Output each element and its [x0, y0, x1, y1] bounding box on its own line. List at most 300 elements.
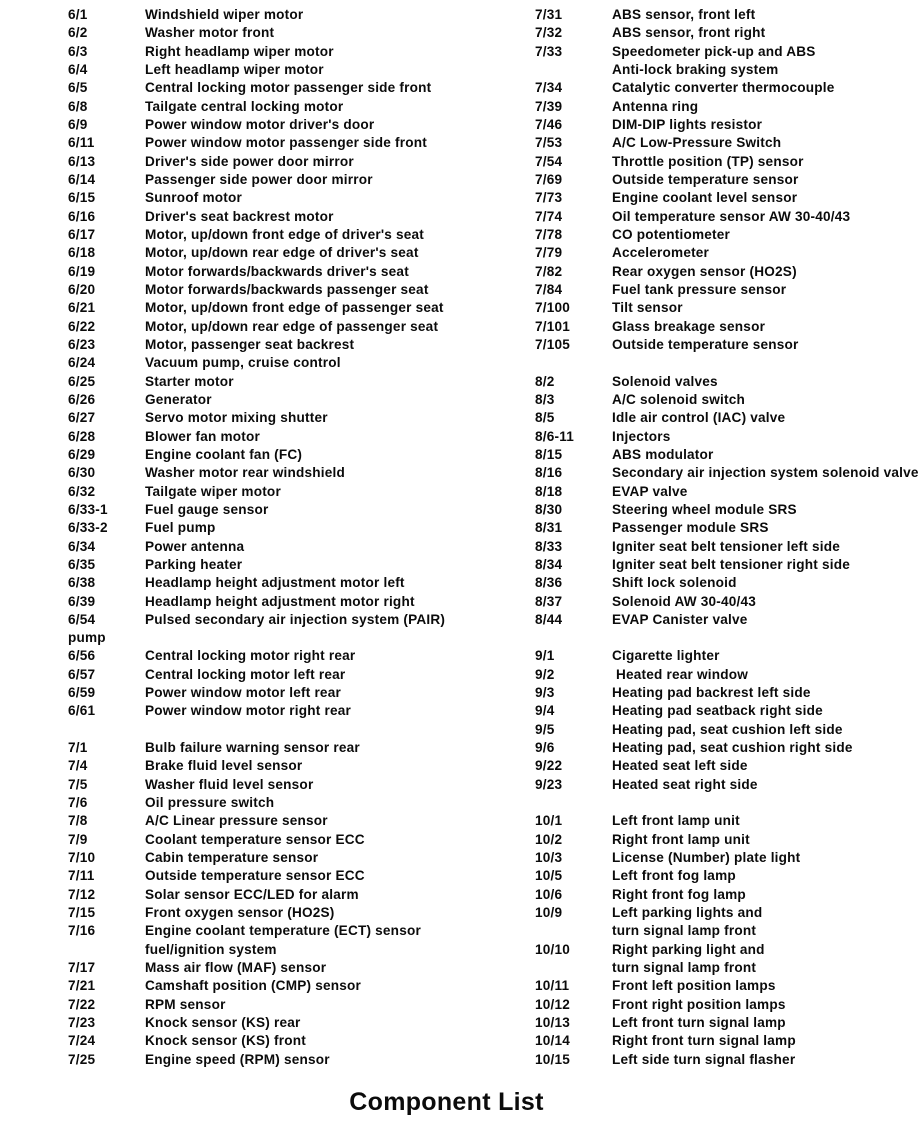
component-code: 8/30: [535, 501, 563, 517]
component-code: 6/20: [68, 281, 96, 297]
component-description: ABS sensor, front right: [612, 25, 766, 41]
component-description: Motor, up/down front edge of passenger seat: [145, 300, 444, 316]
component-code: 7/21: [68, 978, 96, 994]
component-description: Left front lamp unit: [612, 813, 740, 829]
component-description: Left headlamp wiper motor: [145, 61, 324, 77]
component-description: fuel/ignition system: [145, 941, 277, 957]
component-code: 9/23: [535, 776, 563, 792]
component-description: Fuel gauge sensor: [145, 501, 269, 517]
component-description: Cigarette lighter: [612, 648, 720, 664]
component-row: [535, 574, 923, 592]
component-description: Left front fog lamp: [612, 868, 736, 884]
component-row: [535, 483, 923, 501]
component-description: Oil temperature sensor AW 30-40/43: [612, 208, 851, 224]
component-code: 6/23: [68, 336, 96, 352]
component-code: 10/14: [535, 1033, 571, 1049]
component-description: Knock sensor (KS) rear: [145, 1015, 301, 1031]
component-code: 8/5: [535, 410, 555, 426]
component-code: 6/14: [68, 171, 96, 187]
component-code: 6/33-1: [68, 501, 108, 517]
component-row: [68, 794, 498, 812]
component-description: Idle air control (IAC) valve: [612, 410, 786, 426]
component-description: CO potentiometer: [612, 226, 730, 242]
component-row: [68, 1051, 498, 1069]
component-row: [535, 922, 923, 940]
component-code: 6/54: [68, 611, 96, 627]
component-row: [535, 79, 923, 97]
component-description: Central locking motor left rear: [145, 666, 346, 682]
component-description: Heating pad seatback right side: [612, 703, 823, 719]
component-description: Tailgate central locking motor: [145, 98, 344, 114]
component-row: [535, 24, 923, 42]
component-description: Engine speed (RPM) sensor: [145, 1051, 330, 1067]
component-code: 6/1: [68, 7, 88, 22]
component-description: Passenger side power door mirror: [145, 171, 373, 187]
component-row: [68, 757, 498, 775]
component-code: 6/39: [68, 593, 96, 609]
component-description: EVAP Canister valve: [612, 611, 748, 627]
component-row: [535, 263, 923, 281]
component-description: Throttle position (TP) sensor: [612, 153, 804, 169]
component-row: [68, 43, 498, 61]
component-description: Parking heater: [145, 556, 243, 572]
component-code: 7/39: [535, 98, 563, 114]
component-row: [68, 98, 498, 116]
component-description: Heating pad, seat cushion left side: [612, 721, 843, 737]
component-description: Shift lock solenoid: [612, 575, 737, 591]
component-row: [535, 959, 923, 977]
component-description: Sunroof motor: [145, 190, 242, 206]
component-code: 7/73: [535, 190, 563, 206]
component-description: Fuel tank pressure sensor: [612, 281, 787, 297]
component-code: 10/9: [535, 905, 563, 921]
component-code: 8/2: [535, 373, 555, 389]
component-row: [68, 611, 498, 629]
component-row: [535, 226, 923, 244]
component-code: 6/16: [68, 208, 96, 224]
component-row: [535, 391, 923, 409]
component-description: Catalytic converter thermocouple: [612, 80, 835, 96]
component-description: EVAP valve: [612, 483, 688, 499]
component-row: [535, 538, 923, 556]
component-row: [68, 739, 498, 757]
component-code: 6/22: [68, 318, 96, 334]
component-code: 6/27: [68, 410, 96, 426]
component-row: [68, 263, 498, 281]
component-code: 6/24: [68, 355, 96, 371]
component-row: [535, 373, 923, 391]
component-row: [535, 134, 923, 152]
component-code: 6/3: [68, 43, 88, 59]
component-row: [535, 464, 923, 482]
component-row: [68, 519, 498, 537]
component-code: 10/3: [535, 850, 563, 866]
component-row: [68, 79, 498, 97]
component-description: Heated seat left side: [612, 758, 748, 774]
component-description: Washer motor front: [145, 25, 275, 41]
component-row: [68, 116, 498, 134]
component-row: [535, 831, 923, 849]
component-description: Left side turn signal flasher: [612, 1051, 796, 1067]
component-code: 9/6: [535, 740, 555, 756]
component-row: [535, 446, 923, 464]
component-description: ABS sensor, front left: [612, 7, 756, 22]
component-description: Solenoid AW 30-40/43: [612, 593, 757, 609]
component-row: [68, 61, 498, 79]
component-code: 7/69: [535, 171, 563, 187]
component-code: 7/32: [535, 25, 563, 41]
component-code: 6/18: [68, 245, 96, 261]
component-code: 9/2: [535, 666, 555, 682]
component-row: [68, 574, 498, 592]
component-row: [68, 812, 498, 830]
component-row: [535, 153, 923, 171]
component-code: 9/1: [535, 648, 555, 664]
component-code: 7/31: [535, 7, 563, 22]
component-code: 7/1: [68, 740, 88, 756]
component-code: 7/34: [535, 80, 563, 96]
component-code: 6/21: [68, 300, 96, 316]
component-code: 9/22: [535, 758, 563, 774]
component-row: [535, 318, 923, 336]
component-description: Power window motor driver's door: [145, 116, 375, 132]
page-title: Component List: [349, 1088, 544, 1116]
component-description: Secondary air injection system solenoid valve: [612, 465, 919, 481]
component-row: [535, 299, 923, 317]
component-description: Pulsed secondary air injection system (PAIR): [145, 611, 446, 627]
component-row: [535, 593, 923, 611]
component-row: [68, 996, 498, 1014]
component-description: Front left position lamps: [612, 978, 776, 994]
component-description: turn signal lamp front: [612, 960, 757, 976]
component-row: [68, 6, 498, 24]
component-row: [68, 941, 498, 959]
component-description: Rear oxygen sensor (HO2S): [612, 263, 797, 279]
component-description: Motor, up/down rear edge of driver's seat: [145, 245, 419, 261]
component-code: 10/15: [535, 1051, 571, 1067]
component-column-left: [68, 6, 498, 1069]
component-description: Headlamp height adjustment motor left: [145, 575, 405, 591]
component-code: 6/25: [68, 373, 96, 389]
component-row: [68, 721, 498, 739]
component-description: Injectors: [612, 428, 671, 444]
component-description: Solenoid valves: [612, 373, 718, 389]
component-description: Passenger module SRS: [612, 520, 769, 536]
component-row: [68, 336, 498, 354]
component-code: 8/36: [535, 575, 563, 591]
component-row: [535, 611, 923, 629]
component-description: Right front lamp unit: [612, 831, 750, 847]
component-code: 7/53: [535, 135, 563, 151]
component-description: Engine coolant temperature (ECT) sensor: [145, 923, 421, 939]
component-row: [535, 849, 923, 867]
component-row: [68, 318, 498, 336]
component-code: 7/79: [535, 245, 563, 261]
component-row: [535, 281, 923, 299]
component-code: 6/56: [68, 648, 96, 664]
component-description: Solar sensor ECC/LED for alarm: [145, 886, 359, 902]
component-row: [535, 794, 923, 812]
component-description: Outside temperature sensor: [612, 171, 799, 187]
component-row: [68, 776, 498, 794]
component-code: 7/12: [68, 886, 96, 902]
component-row: [68, 593, 498, 611]
component-code: 8/33: [535, 538, 563, 554]
component-code: 7/54: [535, 153, 563, 169]
component-code: 7/10: [68, 850, 96, 866]
component-code: 7/25: [68, 1051, 96, 1067]
component-code: 9/4: [535, 703, 555, 719]
component-description: Power antenna: [145, 538, 245, 554]
component-description: Igniter seat belt tensioner left side: [612, 538, 840, 554]
component-description: Coolant temperature sensor ECC: [145, 831, 365, 847]
component-code: 8/3: [535, 391, 555, 407]
component-row: [68, 354, 498, 372]
component-code: 7/6: [68, 795, 88, 811]
component-code: 6/4: [68, 61, 88, 77]
component-description: Heating pad, seat cushion right side: [612, 740, 853, 756]
component-description: Mass air flow (MAF) sensor: [145, 960, 327, 976]
component-row: [535, 244, 923, 262]
component-description: Left parking lights and: [612, 905, 763, 921]
component-description: Right parking light and: [612, 941, 765, 957]
component-description: Blower fan motor: [145, 428, 260, 444]
component-description: Accelerometer: [612, 245, 710, 261]
component-row: [68, 629, 498, 647]
component-description: Right front turn signal lamp: [612, 1033, 796, 1049]
component-row: [535, 941, 923, 959]
component-description: License (Number) plate light: [612, 850, 801, 866]
component-code: 6/28: [68, 428, 96, 444]
component-row: [535, 904, 923, 922]
component-code: 8/44: [535, 611, 563, 627]
component-description: Front right position lamps: [612, 996, 786, 1012]
component-code: 6/33-2: [68, 520, 108, 536]
component-code: 10/5: [535, 868, 563, 884]
component-row: [535, 1014, 923, 1032]
component-row: [68, 977, 498, 995]
component-row: [535, 61, 923, 79]
component-code: 7/105: [535, 336, 571, 352]
component-row: [535, 409, 923, 427]
component-row: [68, 428, 498, 446]
component-description: Right front fog lamp: [612, 886, 746, 902]
component-code: 6/15: [68, 190, 96, 206]
component-row: [68, 391, 498, 409]
component-code: 7/33: [535, 43, 563, 59]
component-row: [68, 666, 498, 684]
component-row: [68, 501, 498, 519]
component-description: Motor, up/down front edge of driver's seat: [145, 226, 424, 242]
component-description: Motor, up/down rear edge of passenger seat: [145, 318, 439, 334]
component-description: Bulb failure warning sensor rear: [145, 740, 360, 756]
component-row: [68, 849, 498, 867]
component-row: [68, 373, 498, 391]
component-description: Outside temperature sensor ECC: [145, 868, 365, 884]
component-code: 6/34: [68, 538, 96, 554]
component-row: [535, 867, 923, 885]
component-row: [68, 464, 498, 482]
component-code: 6/57: [68, 666, 96, 682]
component-code: 6/59: [68, 685, 96, 701]
component-description: Heated rear window: [612, 666, 748, 682]
component-code: 6/17: [68, 226, 96, 242]
component-row: [535, 208, 923, 226]
component-code: 7/101: [535, 318, 571, 334]
component-row: [535, 354, 923, 372]
component-description: Power window motor left rear: [145, 685, 341, 701]
component-description: Outside temperature sensor: [612, 336, 799, 352]
component-row: [535, 647, 923, 665]
component-row: [68, 153, 498, 171]
component-row: [68, 556, 498, 574]
component-code: 8/6-11: [535, 428, 574, 444]
component-code: 8/18: [535, 483, 563, 499]
component-description: Starter motor: [145, 373, 234, 389]
component-description: Right headlamp wiper motor: [145, 43, 334, 59]
component-description: turn signal lamp front: [612, 923, 757, 939]
component-code: 7/9: [68, 831, 88, 847]
component-row: [68, 684, 498, 702]
component-code: 6/5: [68, 80, 88, 96]
component-code: pump: [68, 630, 106, 646]
component-code: 6/32: [68, 483, 96, 499]
component-row: [535, 1051, 923, 1069]
component-row: [535, 189, 923, 207]
component-code: 9/5: [535, 721, 555, 737]
component-row: [68, 538, 498, 556]
component-row: [68, 483, 498, 501]
component-description: Headlamp height adjustment motor right: [145, 593, 415, 609]
component-code: 6/29: [68, 446, 96, 462]
component-description: Antenna ring: [612, 98, 699, 114]
component-code: 7/17: [68, 960, 96, 976]
component-row: [68, 886, 498, 904]
component-code: 6/38: [68, 575, 96, 591]
component-description: Steering wheel module SRS: [612, 501, 797, 517]
component-description: Oil pressure switch: [145, 795, 275, 811]
component-row: [68, 24, 498, 42]
component-row: [535, 757, 923, 775]
component-row: [535, 684, 923, 702]
component-row: [535, 43, 923, 61]
component-description: Tilt sensor: [612, 300, 683, 316]
component-description: Driver's side power door mirror: [145, 153, 354, 169]
component-code: 7/11: [68, 868, 95, 884]
component-row: [535, 776, 923, 794]
component-row: [535, 996, 923, 1014]
component-row: [68, 647, 498, 665]
component-row: [68, 446, 498, 464]
component-description: Glass breakage sensor: [612, 318, 766, 334]
component-code: 6/13: [68, 153, 96, 169]
component-description: Servo motor mixing shutter: [145, 410, 328, 426]
component-row: [68, 171, 498, 189]
component-row: [535, 702, 923, 720]
component-code: 8/15: [535, 446, 563, 462]
component-code: 10/2: [535, 831, 563, 847]
component-code: 10/11: [535, 978, 570, 994]
component-description: DIM-DIP lights resistor: [612, 116, 763, 132]
component-description: Central locking motor right rear: [145, 648, 356, 664]
component-code: 10/12: [535, 996, 571, 1012]
component-description: Tailgate wiper motor: [145, 483, 281, 499]
component-code: 10/1: [535, 813, 563, 829]
component-row: [535, 428, 923, 446]
component-row: [68, 702, 498, 720]
component-row: [535, 721, 923, 739]
component-description: Left front turn signal lamp: [612, 1015, 786, 1031]
component-description: Central locking motor passenger side front: [145, 80, 432, 96]
component-row: [68, 1014, 498, 1032]
component-description: Driver's seat backrest motor: [145, 208, 334, 224]
component-row: [68, 226, 498, 244]
component-code: 7/8: [68, 813, 88, 829]
component-code: 8/16: [535, 465, 563, 481]
component-description: Motor, passenger seat backrest: [145, 336, 355, 352]
component-row: [535, 629, 923, 647]
component-description: Heating pad backrest left side: [612, 685, 811, 701]
component-row: [68, 904, 498, 922]
component-column-right: [535, 6, 923, 1069]
component-code: 6/61: [68, 703, 96, 719]
component-code: 10/6: [535, 886, 563, 902]
component-description: A/C Low-Pressure Switch: [612, 135, 782, 151]
component-description: Knock sensor (KS) front: [145, 1033, 306, 1049]
component-row: [535, 6, 923, 24]
component-row: [535, 886, 923, 904]
component-row: [68, 1032, 498, 1050]
component-code: 7/74: [535, 208, 563, 224]
component-description: Windshield wiper motor: [145, 7, 304, 22]
component-code: 6/19: [68, 263, 96, 279]
component-description: Anti-lock braking system: [612, 61, 779, 77]
component-code: 7/15: [68, 905, 96, 921]
component-code: 7/24: [68, 1033, 96, 1049]
component-code: 7/5: [68, 776, 88, 792]
component-code: 7/4: [68, 758, 88, 774]
component-code: 8/31: [535, 520, 563, 536]
component-row: [68, 299, 498, 317]
component-code: 10/10: [535, 941, 571, 957]
component-description: Front oxygen sensor (HO2S): [145, 905, 335, 921]
component-code: 6/11: [68, 135, 95, 151]
component-description: Camshaft position (CMP) sensor: [145, 978, 361, 994]
component-row: [535, 1032, 923, 1050]
component-code: 7/100: [535, 300, 571, 316]
component-code: 7/46: [535, 116, 563, 132]
component-code: 6/2: [68, 25, 88, 41]
component-row: [68, 134, 498, 152]
component-row: [535, 739, 923, 757]
component-row: [535, 98, 923, 116]
component-description: Speedometer pick-up and ABS: [612, 43, 816, 59]
component-row: [68, 244, 498, 262]
component-row: [68, 922, 498, 940]
component-description: A/C solenoid switch: [612, 391, 745, 407]
component-description: Vacuum pump, cruise control: [145, 355, 341, 371]
component-description: Washer fluid level sensor: [145, 776, 314, 792]
component-code: 7/22: [68, 996, 96, 1012]
component-description: Igniter seat belt tensioner right side: [612, 556, 850, 572]
component-code: 8/34: [535, 556, 563, 572]
component-row: [535, 336, 923, 354]
component-description: ABS modulator: [612, 446, 714, 462]
component-row: [68, 409, 498, 427]
component-row: [535, 666, 923, 684]
component-code: 6/30: [68, 465, 96, 481]
component-code: 6/26: [68, 391, 96, 407]
